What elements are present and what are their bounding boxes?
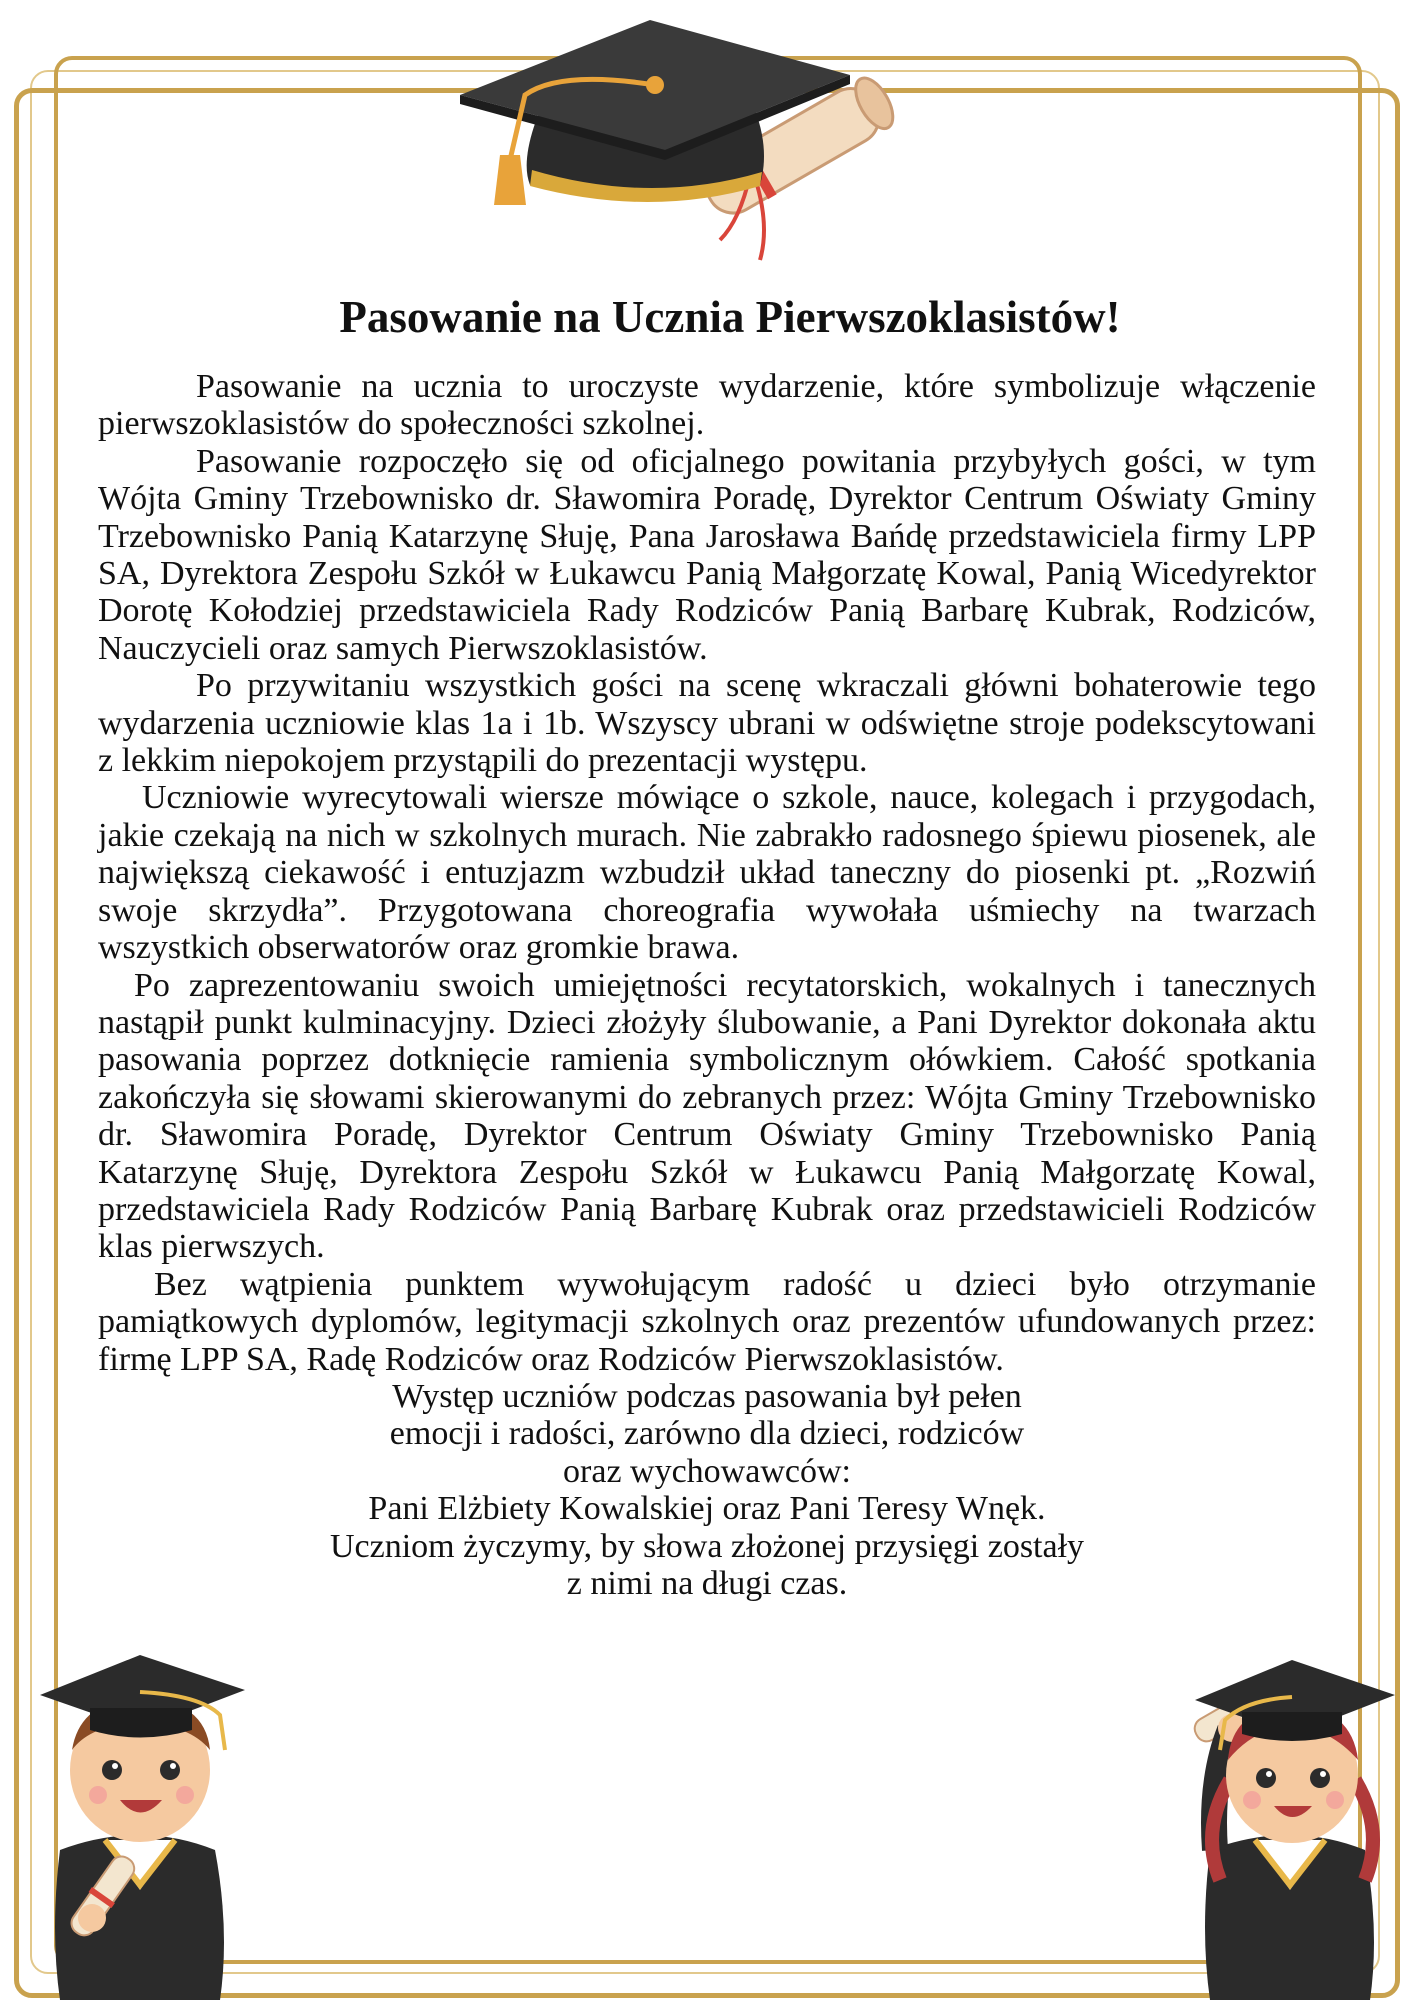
article-body [98,368,1316,1602]
graduate-boy-icon [20,1600,260,2000]
closing-line: z nimi na długi czas. [566,1565,848,1602]
closing-line: Uczniom życzymy, by słowa złożonej przysięgi zostały [329,1527,1085,1565]
paragraph-performance: Uczniowie wyrecytowali wiersze mówiące o szkole, nauce, kolegach i przygodach, jakie czekają na nich w szkolnych murach. Nie zabrakło radosnego śpiewu piosenek, ale największą ciekawość i entuzjazm wzbudził układ taneczny do piosenki pt. „Rozwiń swoje skrzydła”. Przygotowana choreografia wywołała uśmiechy na twarzach wszystkich obserwatorów oraz gromkie brawa. [98,779,1316,967]
paragraph-gifts: Bez wątpienia punktem wywołującym radość u dzieci było otrzymanie pamiątkowych dyplomów, legitymacji szkolnych oraz prezentów ufundowanych przez: firmę LPP SA, Radę Rodziców oraz Rodziców Pierwszoklasistów. [98,1265,1316,1378]
closing-line: Pani Elżbiety Kowalskiej oraz Pani Teresy Wnęk. [368,1490,1046,1528]
closing-statement [98,1378,1316,1602]
paragraph-heroes: Po przywitaniu wszystkich gości na scenę wkraczali główni bohaterowie tego wydarzenia uczniowie klas 1a i 1b. Wszyscy ubrani w odświętne stroje podekscytowani z lekkim niepokojem przystąpili do prezentacji występu. [98,667,1316,780]
graduate-girl-icon [1170,1600,1410,2000]
closing-line: Występ uczniów podczas pasowania był pełen [392,1377,1022,1415]
graduation-cap-and-diploma-icon [450,0,970,300]
paragraph-guests: Pasowanie rozpoczęło się od oficjalnego powitania przybyłych gości, w tym Wójta Gminy Trzebownisko dr. Sławomira Poradę, Dyrektor Centrum Oświaty Gminy Trzebownisko Panią Katarzynę Słuję, Pana Jarosława Bańdę przedstawiciela firmy LPP SA, Dyrektora Zespołu Szkół w Łukawcu Panią Małgorzatę Kowal, Panią Wicedyrektor Dorotę Kołodziej przedstawiciela Rady Rodziców Panią Barbarę Kubrak, Rodziców, Nauczycieli oraz samych Pierwszoklasistów. [98,442,1316,667]
paragraph-intro: Pasowanie na ucznia to uroczyste wydarzenie, które symbolizuje włączenie pierwszoklasistów do społeczności szkolnej. [98,368,1316,443]
closing-line: emocji i radości, zarówno dla dzieci, rodziców [389,1415,1025,1453]
page-title: Pasowanie na Ucznia Pierwszoklasistów! [339,292,1121,342]
paragraph-oath: Po zaprezentowaniu swoich umiejętności recytatorskich, wokalnych i tanecznych nastąpił punkt kulminacyjny. Dzieci złożyły ślubowanie, a Pani Dyrektor dokonała aktu pasowania poprzez dotknięcie ramienia symbolicznym ołówkiem. Całość spotkania zakończyła się słowami skierowanymi do zebranych przez: Wójta Gminy Trzebownisko dr. Sławomira Poradę, Dyrektor Centrum Oświaty Gminy Trzebownisko Panią Katarzynę Słuję, Dyrektora Zespołu Szkół w Łukawcu Panią Małgorzatę Kowal, przedstawiciela Rady Rodziców Panią Barbarę Kubrak oraz przedstawicieli Rodziców klas pierwszych. [98,966,1316,1266]
closing-line: oraz wychowawców: [563,1452,851,1490]
